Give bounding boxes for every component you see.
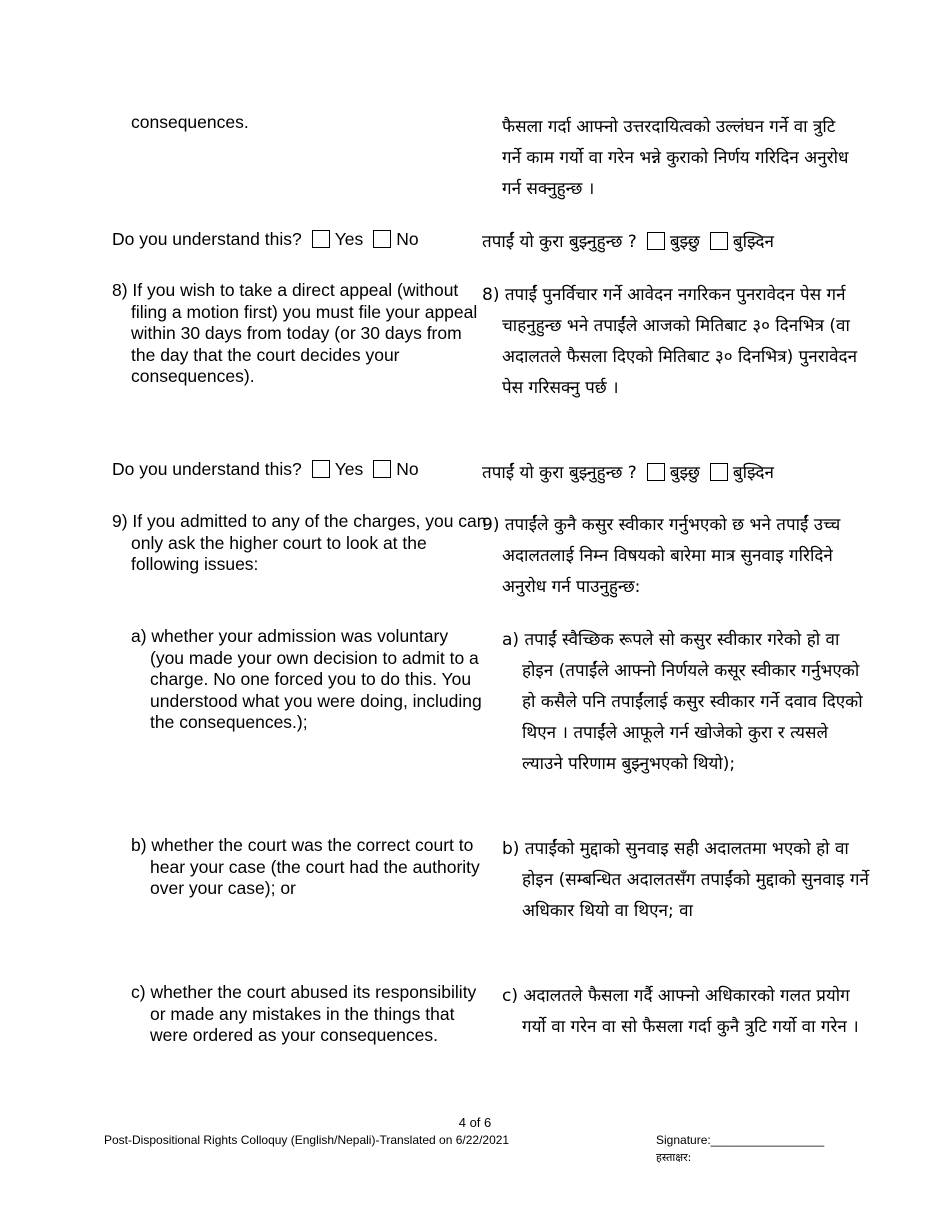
question-prompt: Do you understand this? (112, 459, 302, 479)
signature-label-ne: हस्ताक्षर: (656, 1151, 692, 1164)
item-9-ne: 9) तपाईंले कुनै कसुर स्वीकार गर्नुभएको छ भने तपाईं उच्च अदालतलाई निम्न विषयको बारेमा मात्र सुनवाइ गरिदिने अनुरोध गर्न पाउनुहुन्छ: (482, 515, 841, 597)
understand-question-1-en (112, 228, 419, 250)
no-label: बुझ्दिन (732, 232, 774, 252)
continued-text-ne: फैसला गर्दा आफ्नो उत्तरदायित्वको उल्लंघन गर्ने वा त्रुटि गर्ने काम गर्यो वा गरेन भन्ने कुराको निर्णय गरिदिन अनुरोध गर्न सक्नुहुन्छ । (502, 117, 849, 199)
understand-question-2-ne (482, 462, 774, 484)
item-9a-ne: a) तपाईं स्वैच्छिक रूपले सो कसुर स्वीकार गरेको हो वा होइन (तपाईंले आफ्नो निर्णयले कसूर स्वीकार गर्नुभएको हो कसैले पनि तपाईंलाई कसुर स्वीकार गर्ने दवाव दिएको थिएन । तपाईंले आफूले गर्न खोजेको कुरा र त्यसले ल्याउने परिणाम बुझ्नुभएको थियो); (502, 630, 863, 774)
question-prompt: तपाईं यो कुरा बुझ्नुहुन्छ ? (482, 463, 637, 483)
question-prompt: तपाईं यो कुरा बुझ्नुहुन्छ ? (482, 232, 637, 252)
form-title: Post-Dispositional Rights Colloquy (English/Nepali)-Translated on 6/22/2021 (104, 1133, 510, 1147)
yes-label: Yes (334, 229, 364, 249)
no-checkbox[interactable] (710, 232, 728, 250)
no-label: बुझ्दिन (732, 463, 774, 483)
no-checkbox[interactable] (710, 463, 728, 481)
item-9c-ne: c) अदालतले फैसला गर्दै आफ्नो अधिकारको गलत प्रयोग गर्यो वा गरेन वा सो फैसला गर्दा कुनै त्रुटि गर्यो वा गरेन । (502, 986, 859, 1037)
yes-label: बुझ्छु (669, 463, 700, 483)
understand-question-1-ne (482, 231, 774, 253)
no-label: No (396, 229, 419, 249)
page-number: 4 of 6 (458, 1115, 492, 1130)
yes-label: Yes (334, 459, 364, 479)
item-9b-ne: b) तपाईंको मुद्दाको सुनवाइ सही अदालतमा भएको हो वा होइन (सम्बन्धित अदालतसँग तपाईंको मुद्दाको सुनवाइ गर्ने अधिकार थियो वा थिएन; वा (502, 839, 869, 921)
item-9-en: 9) If you admitted to any of the charges, you can only ask the higher court to look at the following issues: (112, 511, 487, 574)
yes-checkbox[interactable] (647, 232, 665, 250)
yes-label: बुझ्छु (669, 232, 700, 252)
yes-checkbox[interactable] (312, 230, 330, 248)
no-label: No (396, 459, 419, 479)
signature-line[interactable]: Signature:_________________ (656, 1133, 825, 1147)
item-8-ne: 8) तपाईं पुनर्विचार गर्ने आवेदन नगरिकन पुनरावेदन पेस गर्न चाहनुहुन्छ भने तपाईंले आजको मितिबाट ३० दिनभित्र (वा अदालतले फैसला दिएको मितिबाट ३० दिनभित्र) पुनरावेदन पेस गरिसक्नु पर्छ । (482, 285, 858, 398)
yes-checkbox[interactable] (312, 460, 330, 478)
question-prompt: Do you understand this? (112, 229, 302, 249)
no-checkbox[interactable] (373, 460, 391, 478)
item-9b-en: b) whether the court was the correct court to hear your case (the court had the authority over your case); or (131, 835, 480, 898)
understand-question-2-en (112, 458, 419, 480)
item-8-en: 8) If you wish to take a direct appeal (without filing a motion first) you must file your appeal within 30 days from today (or 30 days from the day that the court decides your consequences). (112, 280, 478, 386)
continued-text-en: consequences. (131, 112, 249, 132)
yes-checkbox[interactable] (647, 463, 665, 481)
no-checkbox[interactable] (373, 230, 391, 248)
item-9a-en: a) whether your admission was voluntary (you made your own decision to admit to a charge. No one forced you to do this. You understood what you were doing, including the consequences.); (131, 626, 482, 732)
item-9c-en: c) whether the court abused its responsibility or made any mistakes in the things that were ordered as your consequences. (131, 982, 477, 1045)
